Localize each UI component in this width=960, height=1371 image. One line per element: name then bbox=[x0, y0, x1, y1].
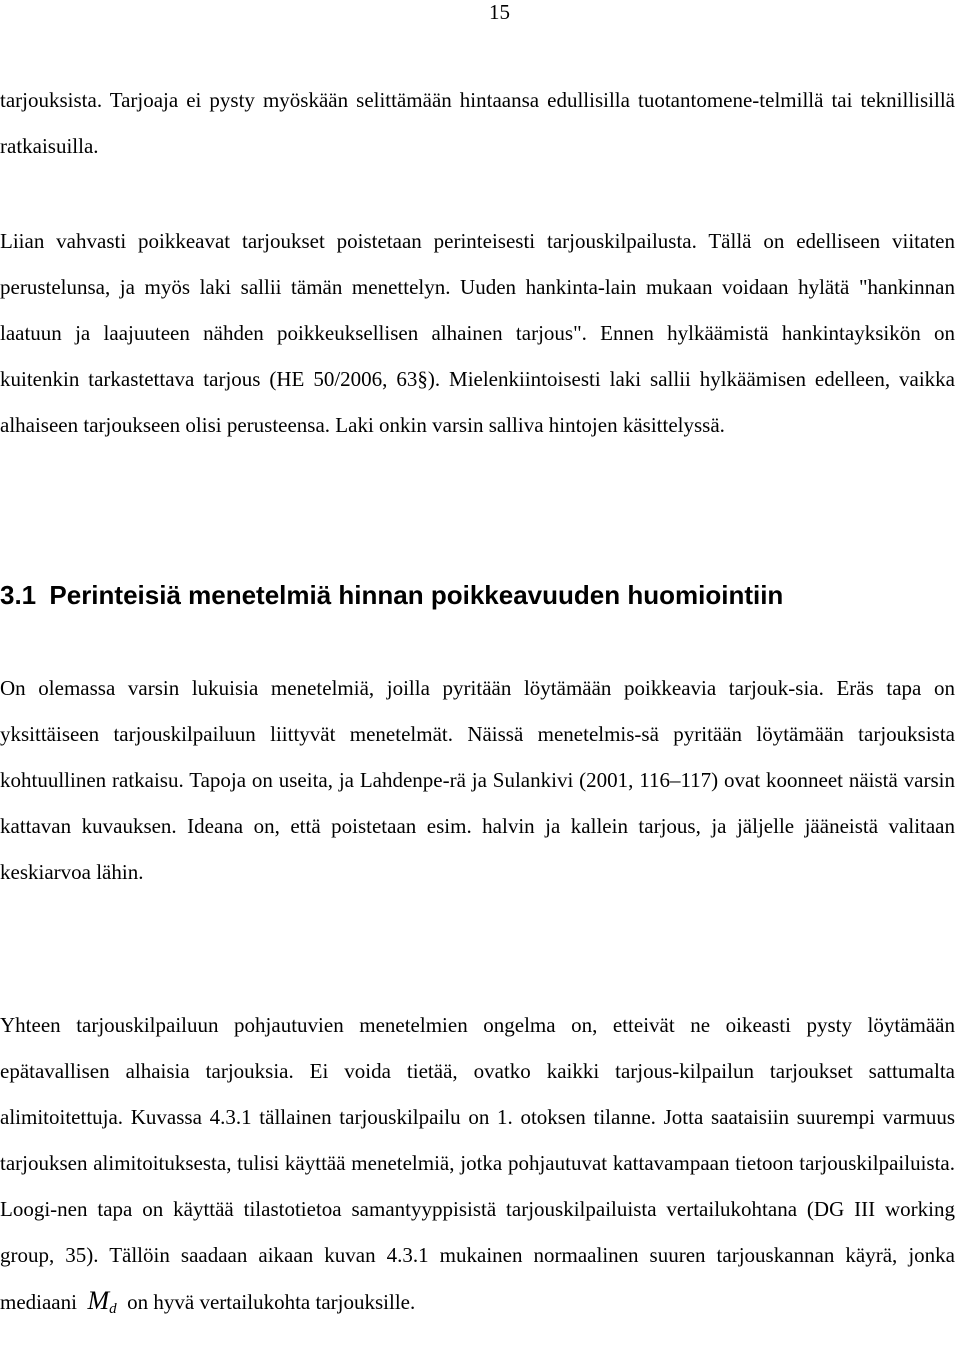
paragraph-intro: tarjouksista. Tarjoaja ei pysty myöskään selittämään hintaansa edullisilla tuotantomene-telmillä tai teknillisillä ratkaisuilla. bbox=[0, 88, 955, 158]
section-number: 3.1 bbox=[0, 580, 37, 610]
page-number: 15 bbox=[489, 0, 510, 24]
median-symbol: M bbox=[87, 1286, 110, 1315]
paragraph-methods: On olemassa varsin lukuisia menetelmiä, joilla pyritään löytämään poikkeavia tarjouk-sia. Eräs tapa on yksittäiseen tarjouskilpailuun liittyvät menetelmät. Näissä menetelmis-sä pyritään löytämään tarjouksista kohtuullinen ratkaisu. Tapoja on useita, ja Lahdenpe-rä ja Sulankivi (2001, 116–117) ovat koonneet näistä varsin kattavan kuvauksen. Ideana on, että poistetaan esim. halvin ja kallein tarjous, ja jäljelle jääneistä valitaan keskiarvoa lähin. bbox=[0, 676, 955, 884]
paragraph-problem-end: on hyvä vertailukohta tarjouksille. bbox=[127, 1290, 416, 1314]
paragraph-legislation: Liian vahvasti poikkeavat tarjoukset poistetaan perinteisesti tarjouskilpailusta. Tällä on edelliseen viitaten perustelunsa, ja myös laki sallii tämän menettelyn. Uuden hankinta-lain mukaan voidaan hylätä "hankinnan laatuun ja laajuuteen nähden poikkeuksellisen alhainen tarjous". Ennen hylkäämistä hankintayksikön on kuitenkin tarkastettava tarjous (HE 50/2006, 63§). Mielenkiintoisesti laki sallii hylkäämisen edelleen, vaikka alhaiseen tarjoukseen olisi perusteensa. Laki onkin varsin salliva hintojen käsittelyssä. bbox=[0, 229, 955, 437]
paragraph-problem-text: Yhteen tarjouskilpailuun pohjautuvien menetelmien ongelma on, etteivät ne oikeasti pysty löytämään epätavallisen alhaisia tarjouksia. Ei voida tietää, ovatko kaikki tarjous-kilpailun tarjoukset sattumalta alimitoitettuja. Kuvassa 4.3.1 tällainen tarjouskilpailu on 1. otoksen tilanne. Jotta saataisiin suurempi varmuus tarjouksen alimitoituksesta, tulisi käyttää menetelmiä, jotka pohjautuvat kattavampaan tietoon tarjouskilpailuista. Loogi-nen tapa on käyttää tilastotietoa samantyyppisistä tarjouskilpailuista vertailukohtana (DG III working group, 35). Tällöin saadaan aikaan kuvan 4.3.1 mukainen normaalinen suuren tarjouskannan käyrä, jonka mediaani bbox=[0, 1013, 955, 1314]
section-heading bbox=[0, 575, 955, 615]
section-title: Perinteisiä menetelmiä hinnan poikkeavuuden huomiointiin bbox=[49, 580, 784, 610]
paragraph-problem bbox=[0, 1002, 955, 1332]
median-subscript: d bbox=[109, 1301, 117, 1317]
